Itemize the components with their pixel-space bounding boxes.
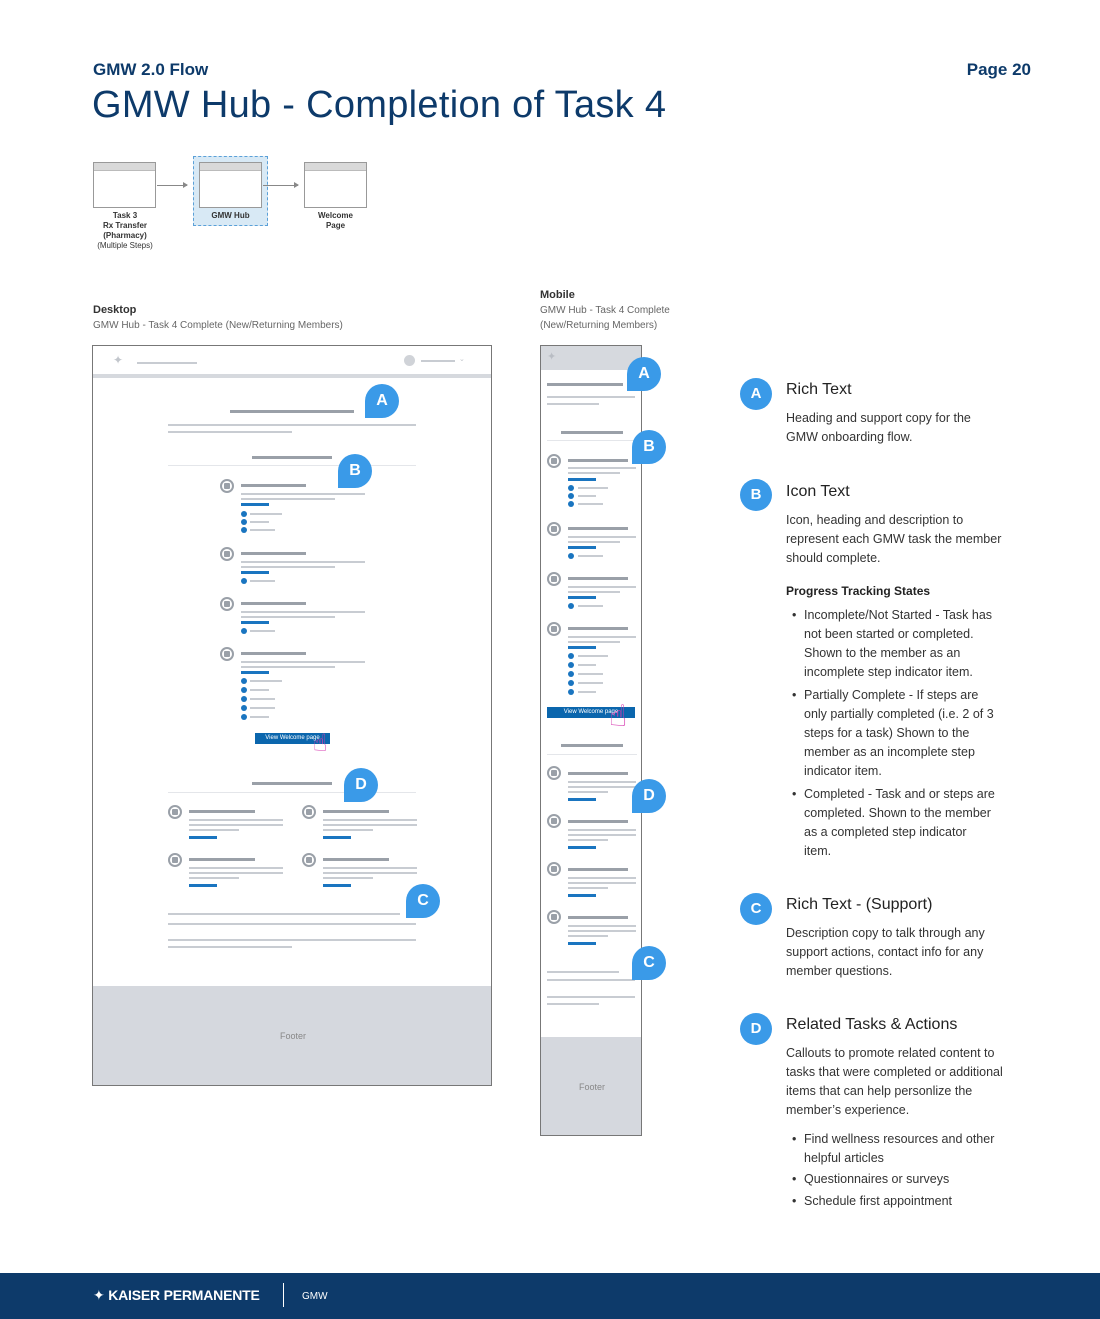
- avatar: [404, 355, 415, 366]
- footer-divider: [283, 1283, 284, 1307]
- wireframe-footer: Footer: [93, 986, 492, 1086]
- footer-app-name: GMW: [302, 1291, 328, 1302]
- related-icon: [302, 805, 316, 819]
- kaiser-logo-icon: ✦: [93, 1287, 109, 1303]
- desktop-desc: GMW Hub - Task 4 Complete (New/Returning Members): [93, 320, 343, 331]
- view-welcome-button[interactable]: View Welcome page: [547, 707, 635, 718]
- marker-d: D: [344, 768, 378, 802]
- step-indicator-icon: [220, 597, 234, 611]
- step-indicator-icon: [220, 647, 234, 661]
- mobile-label: Mobile: [540, 289, 575, 301]
- related-icon: [302, 853, 316, 867]
- flow-caption-hub: GMW Hub: [211, 211, 250, 220]
- step-indicator-icon: [547, 454, 561, 468]
- legend-bullet: • Partially Complete - If steps are only partially completed (i.e. 2 of 3 steps for a task) Shown to the member as an incomplete step indicator item.: [786, 686, 996, 781]
- cursor-icon: ☝: [313, 730, 328, 757]
- wireframe-footer: Footer: [541, 1037, 642, 1136]
- flow-caption-welcome: Welcome Page: [318, 211, 353, 230]
- marker-c: C: [406, 884, 440, 918]
- legend-bullet: • Find wellness resources and other helpful articles: [786, 1130, 996, 1168]
- mobile-desc-line1: GMW Hub - Task 4 Complete: [540, 305, 670, 316]
- mobile-desc-line2: (New/Returning Members): [540, 320, 658, 331]
- step-indicator-icon: [220, 547, 234, 561]
- legend-subtitle-b: Progress Tracking States: [786, 584, 931, 598]
- legend-title-d: Related Tasks & Actions: [786, 1016, 958, 1033]
- related-icon: [168, 853, 182, 867]
- view-welcome-button[interactable]: View Welcome page: [255, 733, 330, 744]
- legend-title-c: Rich Text - (Support): [786, 896, 933, 913]
- legend-body-b: Icon, heading and description to represent each GMW task the member should complete.: [786, 513, 1002, 565]
- logo-icon: ✦: [113, 353, 124, 367]
- related-icon: [168, 805, 182, 819]
- legend-body-d: Callouts to promote related content to tasks that were completed or additional items that can help personlize the member’s experience.: [786, 1046, 1003, 1117]
- chevron-down-icon: ⌄: [459, 356, 465, 363]
- step-indicator-icon: [547, 572, 561, 586]
- marker-b: B: [338, 454, 372, 488]
- flow-caption-task3: Task 3 Rx Transfer (Pharmacy) (Multiple Steps): [97, 211, 153, 250]
- cursor-icon: ☝: [609, 700, 628, 733]
- page-title: GMW Hub - Completion of Task 4: [92, 84, 667, 126]
- step-indicator-icon: [547, 622, 561, 636]
- related-icon: [547, 862, 561, 876]
- related-icon: [547, 910, 561, 924]
- legend-badge-b: B: [740, 479, 772, 511]
- flow-step-task3: [93, 162, 156, 208]
- legend-bullet: • Incomplete/Not Started - Task has not been started or completed. Shown to the member as an incomplete step indicator item.: [786, 606, 996, 682]
- marker-a: A: [627, 357, 661, 391]
- flow-subtitle: GMW 2.0 Flow: [93, 60, 209, 79]
- page-number: Page 20: [966, 60, 1031, 79]
- desktop-wireframe: [92, 345, 492, 1086]
- kaiser-logo: ✦ KAISER PERMANENTE: [93, 1287, 260, 1303]
- flow-arrow: [263, 185, 298, 186]
- related-icon: [547, 766, 561, 780]
- legend-badge-c: C: [740, 893, 772, 925]
- step-indicator-icon: [547, 522, 561, 536]
- flow-step-welcome: [304, 162, 367, 208]
- flow-arrow: [157, 185, 187, 186]
- flow-step-gmw-hub: [199, 162, 262, 208]
- legend-body-a: Heading and support copy for the GMW onboarding flow.: [786, 411, 971, 444]
- desktop-label: Desktop: [93, 304, 137, 316]
- related-icon: [547, 814, 561, 828]
- step-indicator-icon: [220, 479, 234, 493]
- legend-badge-d: D: [740, 1013, 772, 1045]
- legend-bullet: • Questionnaires or surveys: [786, 1170, 996, 1189]
- marker-c: C: [632, 946, 666, 980]
- legend-body-c: Description copy to talk through any support actions, contact info for any member questions.: [786, 926, 985, 978]
- marker-d: D: [632, 779, 666, 813]
- marker-a: A: [365, 384, 399, 418]
- logo-icon: ✦: [547, 351, 557, 363]
- legend-badge-a: A: [740, 378, 772, 410]
- legend-bullet: • Completed - Task and or steps are completed. Shown to the member as a completed step indicator item.: [786, 785, 996, 861]
- legend-title-a: Rich Text: [786, 381, 852, 398]
- legend-bullet: • Schedule first appointment: [786, 1192, 996, 1211]
- legend-title-b: Icon Text: [786, 483, 850, 500]
- mobile-wireframe: [540, 345, 642, 1136]
- marker-b: B: [632, 430, 666, 464]
